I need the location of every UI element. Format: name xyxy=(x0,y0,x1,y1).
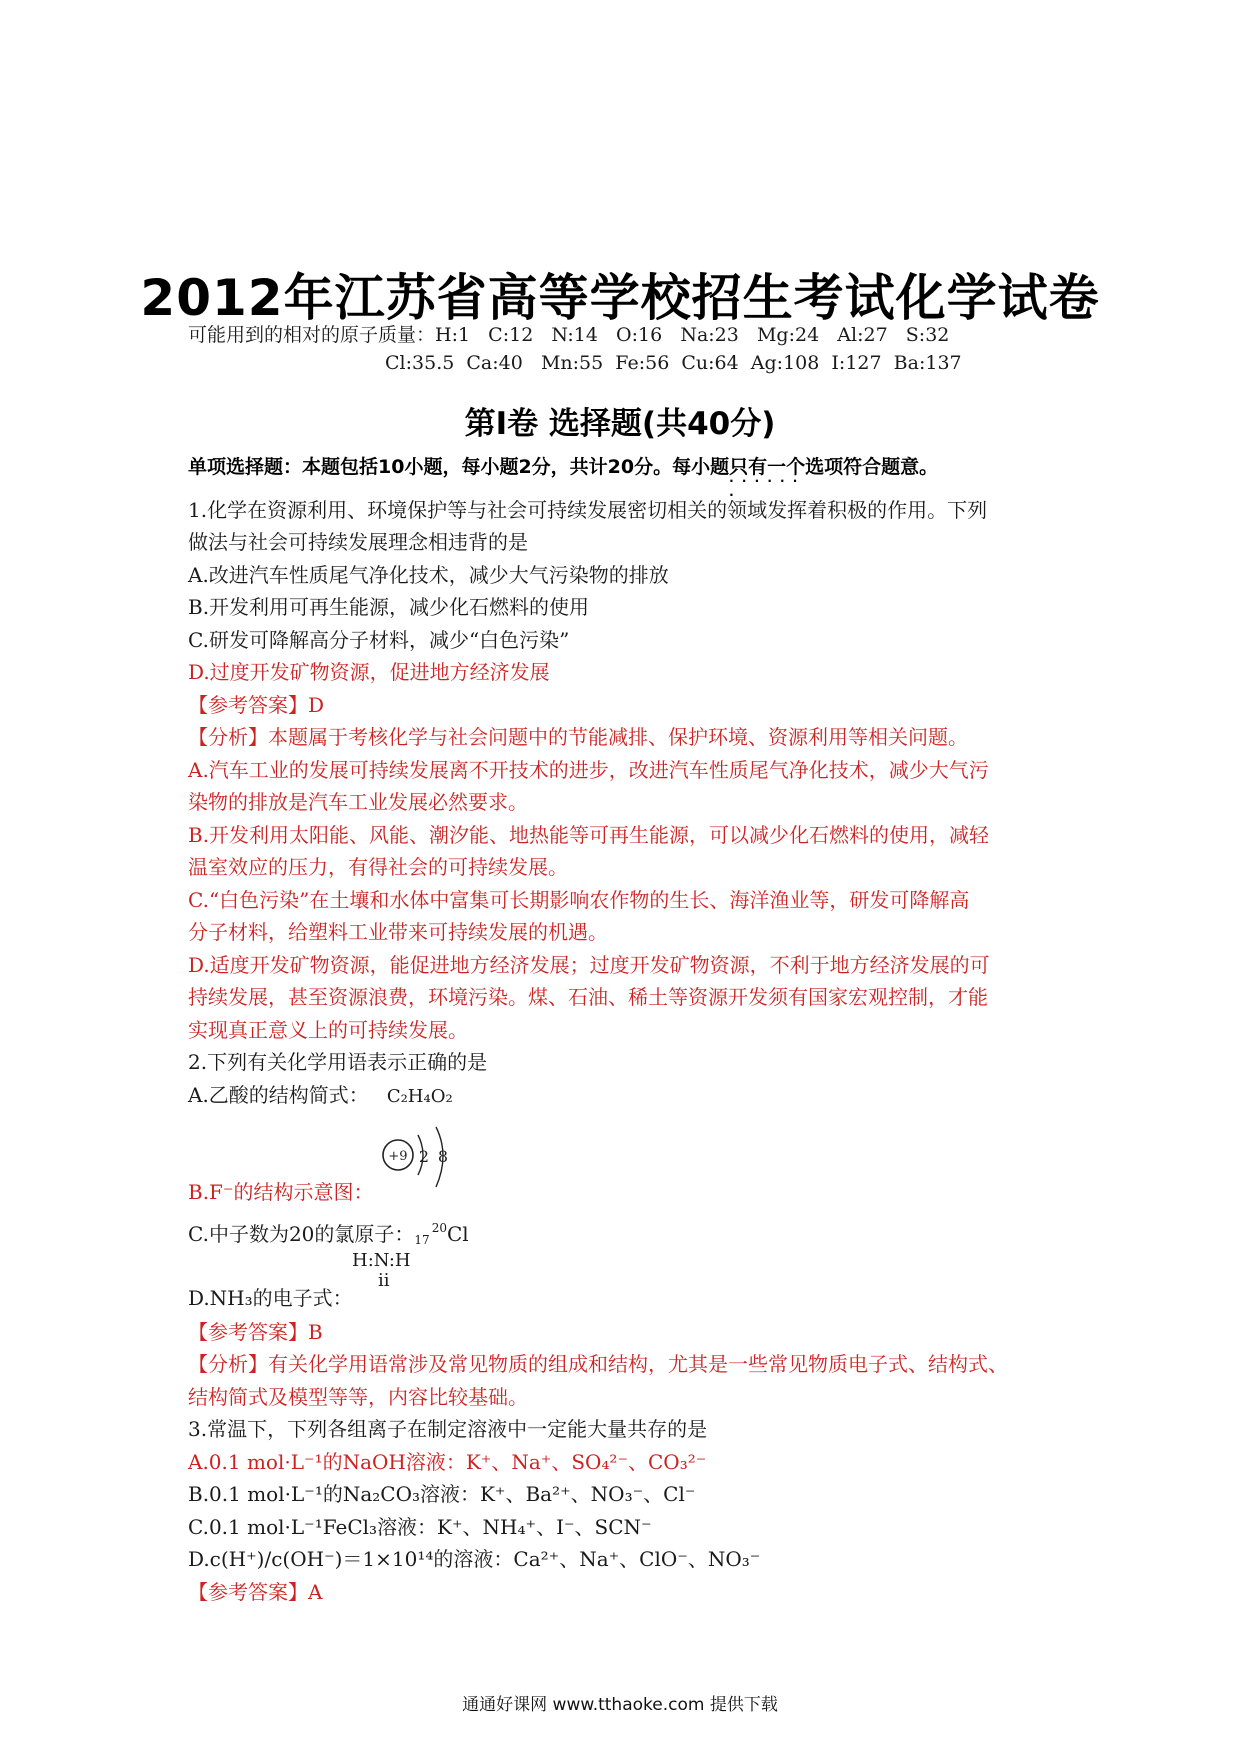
q2-option-a xyxy=(188,1079,453,1108)
q2-option-c-symbol: Cl xyxy=(446,1222,469,1246)
q1-answer: 【参考答案】D xyxy=(188,693,325,717)
q1-analysis-line: 持续发展，甚至资源浪费，环境污染。煤、石油、稀土等资源开发须有国家宏观控制，才能 xyxy=(188,985,988,1009)
q2-analysis-line: 【分析】有关化学用语常涉及常见物质的组成和结构，尤其是一些常见物质电子式、结构式、 xyxy=(188,1352,1008,1376)
atomic-masses-line1: 可能用到的相对的原子质量：H:1 C:12 N:14 O:16 Na:23 Mg:24 Al:27 S:32 xyxy=(188,324,950,346)
q3-option-c: C.0.1 mol·L⁻¹FeCl₃溶液：K⁺、NH₄⁺、I⁻、SCN⁻ xyxy=(188,1515,652,1539)
svg-text:+9: +9 xyxy=(388,1149,408,1164)
q2-option-c-superscript: 20 xyxy=(431,1221,447,1235)
section-instruction xyxy=(188,452,938,479)
q2-option-a-formula: C₂H₄O₂ xyxy=(386,1086,453,1107)
q2-option-b: B.F⁻的结构示意图： xyxy=(188,1180,374,1204)
svg-text:2: 2 xyxy=(418,1147,430,1166)
q3-answer: 【参考答案】A xyxy=(188,1580,323,1604)
q2-option-c xyxy=(188,1218,469,1247)
q2-option-c-subscript: 17 xyxy=(414,1233,430,1247)
q1-option-d: D.过度开发矿物资源，促进地方经济发展 xyxy=(188,660,550,684)
q1-option-b: B.开发利用可再生能源，减少化石燃料的使用 xyxy=(188,595,590,619)
q1-option-c: C.研发可降解高分子材料，减少“白色污染” xyxy=(188,628,570,652)
instruction-text: 单项选择题：本题包括10小题，每小题2分，共计20分。每小题 xyxy=(188,456,730,478)
q1-option-a: A.改进汽车性质尾气净化技术，减少大气污染物的排放 xyxy=(188,563,669,587)
q2-analysis-line: 结构简式及模型等等，内容比较基础。 xyxy=(188,1385,528,1409)
page-title: 2012年江苏省高等学校招生考试化学试卷 xyxy=(140,269,1100,327)
q2-option-d-dot-formula-bottom: ii xyxy=(378,1270,390,1291)
q1-analysis-line: D.适度开发矿物资源，能促进地方经济发展；过度开发矿物资源，不利于地方经济发展的可 xyxy=(188,953,990,977)
q1-analysis-line: B.开发利用太阳能、风能、潮汐能、地热能等可再生能源，可以减少化石燃料的使用，减轻 xyxy=(188,823,990,847)
page-footer: 通通好课网 www.tthaoke.com 提供下载 xyxy=(462,1695,778,1715)
atomic-masses-line2: Cl:35.5 Ca:40 Mn:55 Fe:56 Cu:64 Ag:108 I:127 Ba:137 xyxy=(385,352,962,374)
q2-option-d: D.NH₃的电子式： xyxy=(188,1286,353,1310)
q1-analysis-line: C.“白色污染”在土壤和水体中富集可长期影响农作物的生长、海洋渔业等，研发可降解高 xyxy=(188,888,970,912)
q2-option-d-dot-formula-top: H:N:H xyxy=(352,1250,411,1271)
q2-option-c-label: C.中子数为20的氯原子： xyxy=(188,1222,415,1246)
q2-option-a-label: A.乙酸的结构简式： xyxy=(188,1083,369,1107)
q3-option-b: B.0.1 mol·L⁻¹的Na₂CO₃溶液：K⁺、Ba²⁺、NO₃⁻、Cl⁻ xyxy=(188,1482,696,1506)
q3-stem: 3.常温下，下列各组离子在制定溶液中一定能大量共存的是 xyxy=(188,1417,708,1441)
svg-text:8: 8 xyxy=(437,1147,449,1166)
q1-analysis-line: A.汽车工业的发展可持续发展离不开技术的进步，改进汽车性质尾气净化技术，减少大气污 xyxy=(188,758,989,782)
q1-stem-line1: 1.化学在资源利用、环境保护等与社会可持续发展密切相关的领域发挥着积极的作用。下列 xyxy=(188,498,988,522)
q1-analysis-line: 温室效应的压力，有得社会的可持续发展。 xyxy=(188,855,568,879)
q1-analysis-line: 染物的排放是汽车工业发展必然要求。 xyxy=(188,790,528,814)
section-title: 第Ⅰ卷 选择题(共40分) xyxy=(464,406,776,442)
instruction-emphasis: 只有一个 · · · xyxy=(729,456,805,478)
q1-analysis-line: 【分析】本题属于考核化学与社会问题中的节能减排、保护环境、资源利用等相关问题。 xyxy=(188,725,968,749)
q2-stem: 2.下列有关化学用语表示正确的是 xyxy=(188,1050,488,1074)
q1-stem-line2: 做法与社会可持续发展理念相违背的是 xyxy=(188,530,528,554)
q2-answer: 【参考答案】B xyxy=(188,1320,323,1344)
instruction-text-end: 选项符合题意。 xyxy=(805,456,939,478)
fluoride-ion-structure-diagram xyxy=(380,1125,470,1197)
q3-option-a: A.0.1 mol·L⁻¹的NaOH溶液：K⁺、Na⁺、SO₄²⁻、CO₃²⁻ xyxy=(188,1450,707,1474)
q3-option-d: D.c(H⁺)/c(OH⁻)＝1×10¹⁴的溶液：Ca²⁺、Na⁺、ClO⁻、NO₃⁻ xyxy=(188,1547,761,1571)
q1-analysis-line: 实现真正意义上的可持续发展。 xyxy=(188,1018,468,1042)
q1-analysis-line: 分子材料，给塑料工业带来可持续发展的机遇。 xyxy=(188,920,608,944)
